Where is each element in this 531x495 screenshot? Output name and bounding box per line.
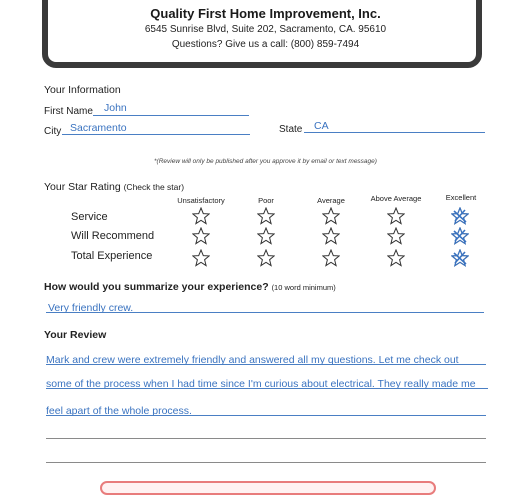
- review-line-3[interactable]: feel apart of the whole process.: [46, 405, 192, 417]
- star-rating-heading: [44, 181, 184, 193]
- star-icon[interactable]: [387, 227, 405, 245]
- col-above-average: Above Average: [370, 194, 422, 203]
- star-rating-hint: (Check the star): [123, 182, 185, 192]
- review-rule-2: [46, 388, 488, 389]
- col-poor: Poor: [258, 196, 274, 205]
- publish-note: *(Review will only be published after you approve it by email or text message): [154, 158, 377, 165]
- star-checked-icon[interactable]: [451, 207, 469, 225]
- star-icon[interactable]: [257, 207, 275, 225]
- company-name: Quality First Home Improvement, Inc.: [150, 6, 381, 21]
- summary-question: [44, 281, 336, 293]
- row-label-will-recommend: Will Recommend: [71, 230, 155, 242]
- review-heading: Your Review: [44, 329, 107, 341]
- bottom-banner: [100, 481, 436, 495]
- summary-field-line: [46, 312, 484, 313]
- city-value[interactable]: Sacramento: [70, 122, 127, 134]
- row-label-service: Service: [71, 211, 108, 223]
- first-name-label: First Name: [44, 106, 93, 117]
- star-icon[interactable]: [387, 249, 405, 267]
- star-checked-icon[interactable]: [451, 227, 469, 245]
- star-rating-title: Your Star Rating: [44, 181, 121, 193]
- star-icon[interactable]: [257, 227, 275, 245]
- state-label: State: [279, 124, 303, 135]
- review-rule-4: [46, 438, 486, 439]
- first-name-value[interactable]: John: [104, 102, 127, 114]
- company-phone: Questions? Give us a call: (800) 859-7494: [171, 39, 360, 50]
- review-line-1[interactable]: Mark and crew were extremely friendly and answered all my questions. Let me check out: [46, 354, 459, 366]
- star-icon[interactable]: [192, 207, 210, 225]
- review-rule-3: [46, 415, 486, 416]
- first-name-field-line: [93, 115, 249, 116]
- state-field-line: [304, 132, 485, 133]
- star-icon[interactable]: [322, 207, 340, 225]
- star-icon[interactable]: [192, 227, 210, 245]
- col-average: Average: [317, 196, 345, 205]
- review-rule-5: [46, 462, 486, 463]
- city-field-line: [62, 134, 250, 135]
- state-value[interactable]: CA: [314, 120, 329, 132]
- company-address: 6545 Sunrise Blvd, Suite 202, Sacramento, CA. 95610: [144, 24, 387, 35]
- your-information-heading: Your Information: [44, 84, 121, 96]
- col-unsatisfactory: Unsatisfactory: [177, 196, 225, 205]
- review-rule-1: [46, 364, 486, 365]
- summary-answer[interactable]: Very friendly crew.: [48, 302, 134, 314]
- star-icon[interactable]: [322, 249, 340, 267]
- review-line-2[interactable]: some of the process when I had time since I'm curious about electrical. They really made me: [46, 378, 476, 390]
- summary-hint: (10 word minimum): [271, 283, 336, 292]
- star-icon[interactable]: [387, 207, 405, 225]
- row-label-total-experience: Total Experience: [71, 250, 153, 262]
- star-icon[interactable]: [257, 249, 275, 267]
- star-checked-icon[interactable]: [451, 249, 469, 267]
- col-excellent: Excellent: [445, 193, 477, 202]
- star-icon[interactable]: [322, 227, 340, 245]
- star-icon[interactable]: [192, 249, 210, 267]
- summary-question-text: How would you summarize your experience?: [44, 281, 269, 293]
- city-label: City: [44, 126, 62, 137]
